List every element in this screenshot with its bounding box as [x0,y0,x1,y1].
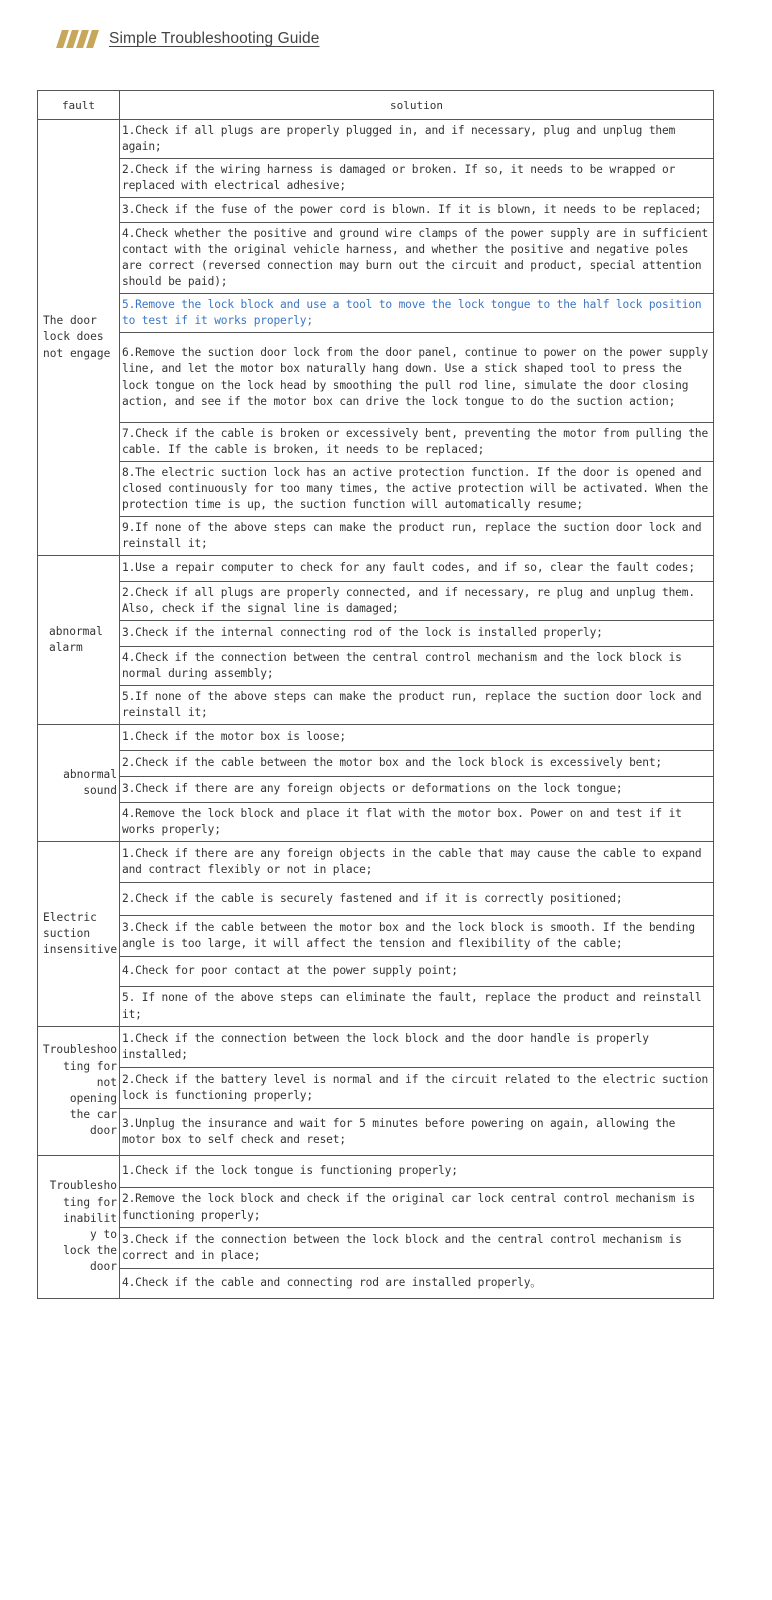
table-row [38,556,714,582]
table-row [38,751,714,777]
solution-step-highlighted: 5.Remove the lock block and use a tool to move the lock tongue to the half lock position to test if it works properly; [120,294,714,333]
fault-label-line: not engage [43,346,111,360]
solution-step: 1.Check if the lock tongue is functioning properly; [120,1156,714,1188]
fault-cell [38,120,120,556]
solution-step: 8.The electric suction lock has an active protection function. If the door is opened and closed continuously for too many times, the active protection will be activated. When the protection time is up, the suction function will automatically resume; [120,462,714,517]
fault-label-line: door [90,1124,117,1138]
troubleshooting-table [37,90,714,1299]
solution-step: 1.Check if there are any foreign objects in the cable that may cause the cable to expand and contract flexibly or not in place; [120,842,714,883]
table-row [38,725,714,751]
table-row [38,647,714,686]
fault-cell [38,1156,120,1299]
table-row [38,462,714,517]
table-row [38,686,714,725]
fault-label-line: lock does [43,330,104,344]
solution-step: 2.Check if the wiring harness is damaged or broken. If so, it needs to be wrapped or replaced with electrical adhesive; [120,159,714,198]
fault-label-line: ting for [63,1059,117,1073]
solution-step: 9.If none of the above steps can make the product run, replace the suction door lock and reinstall it; [120,517,714,556]
solution-step: 3.Check if the connection between the lock block and the central control mechanism is correct and in place; [120,1228,714,1269]
solution-step: 2.Check if the cable is securely fastened and if it is correctly positioned; [120,883,714,916]
table-row [38,1228,714,1269]
table-row [38,957,714,987]
solution-step: 3.Unplug the insurance and wait for 5 minutes before powering on again, allowing the motor box to self check and reset; [120,1109,714,1156]
solution-step: 2.Check if the battery level is normal and if the circuit related to the electric suction lock is functioning properly; [120,1068,714,1109]
solution-step: 3.Check if the fuse of the power cord is blown. If it is blown, it needs to be replaced; [120,198,714,223]
column-header-fault: fault [38,91,120,120]
solution-step: 1.Check if all plugs are properly plugged in, and if necessary, plug and unplug them again; [120,120,714,159]
fault-label-line: sound [83,784,117,797]
solution-step: 4.Check whether the positive and ground wire clamps of the power supply are in sufficient contact with the original vehicle harness, and whether the positive and negative poles are correct (reversed connection may burn out the circuit and product, special attention should be paid); [120,223,714,294]
fault-cell [38,725,120,842]
table-row [38,621,714,647]
fault-label-line: Electric [43,910,97,924]
solution-step: 6.Remove the suction door lock from the door panel, continue to power on the power supply line, and let the motor box naturally hang down. Use a stick shaped tool to press the lock tongue on the lock head by smoothing the pull rod line, simulate the door closing action, and see if the motor box can drive the lock tongue to do the suction action; [120,333,714,423]
page-title: Simple Troubleshooting Guide [109,30,320,47]
table-row [38,916,714,957]
table-row [38,1156,714,1188]
table-row [38,423,714,462]
table-row [38,294,714,333]
solution-step: 4.Check for poor contact at the power supply point; [120,957,714,987]
table-row [38,777,714,803]
fault-cell [38,556,120,725]
table-row [38,582,714,621]
solution-step: 4.Remove the lock block and place it flat with the motor box. Power on and test if it works properly; [120,803,714,842]
solution-step: 3.Check if the internal connecting rod of the lock is installed properly; [120,621,714,647]
table-row [38,842,714,883]
solution-step: 1.Check if the motor box is loose; [120,725,714,751]
solution-step: 1.Use a repair computer to check for any fault codes, and if so, clear the fault codes; [120,556,714,582]
table-row [38,1109,714,1156]
table-row [38,198,714,223]
guide-header [56,28,319,50]
fault-label-line: y to [90,1228,117,1241]
fault-label-line: the car [69,1108,117,1122]
table-row [38,333,714,423]
fault-label-line: Troublesho [49,1179,117,1193]
fault-label-line: alarm [49,641,83,654]
solution-step: 5.If none of the above steps can make the product run, replace the suction door lock and reinstall it; [120,686,714,725]
fault-label-line: abnormal [63,767,117,781]
fault-label-line: The door [43,314,97,328]
column-header-solution: solution [120,91,714,120]
fault-label-line: ting for [63,1195,117,1209]
solution-step: 2.Remove the lock block and check if the original car lock central control mechanism is functioning properly; [120,1188,714,1228]
table-row [38,1068,714,1109]
fault-cell [38,1027,120,1156]
table-row [38,1269,714,1299]
fault-label-line: suction [43,926,91,940]
table-row [38,1027,714,1068]
solution-step: 4.Check if the connection between the central control mechanism and the lock block is normal during assembly; [120,647,714,686]
fault-label-line: door [90,1260,117,1274]
table-row [38,517,714,556]
table-row [38,159,714,198]
fault-label-line: insensitive [43,943,118,957]
table-row [38,803,714,842]
solution-step: 2.Check if the cable between the motor box and the lock block is excessively bent; [120,751,714,777]
logo-stripes-icon [56,30,98,48]
table-row [38,223,714,294]
fault-label-line: abnormal [49,624,103,638]
solution-step: 2.Check if all plugs are properly connected, and if necessary, re plug and unplug them. Also, check if the signal line is damaged; [120,582,714,621]
solution-step: 7.Check if the cable is broken or excessively bent, preventing the motor from pulling the cable. If the cable is broken, it needs to be replaced; [120,423,714,462]
solution-step: 5. If none of the above steps can eliminate the fault, replace the product and reinstall it; [120,987,714,1027]
fault-label-line: opening [69,1092,117,1105]
table-row [38,987,714,1027]
table-row [38,1188,714,1228]
fault-cell [38,842,120,1027]
solution-step: 3.Check if the cable between the motor box and the lock block is smooth. If the bending angle is too large, it will affect the tension and flexibility of the cable; [120,916,714,957]
table-row [38,120,714,159]
solution-step: 3.Check if there are any foreign objects or deformations on the lock tongue; [120,777,714,803]
table-header-row [38,91,714,120]
fault-label-line: not [96,1075,117,1089]
solution-step: 1.Check if the connection between the lock block and the door handle is properly installed; [120,1027,714,1068]
fault-label-line: Troubleshoo [42,1043,117,1057]
table-row [38,883,714,916]
fault-label-line: lock the [63,1244,117,1258]
fault-label-line: inabilit [63,1211,117,1225]
solution-step: 4.Check if the cable and connecting rod are installed properly。 [120,1269,714,1299]
